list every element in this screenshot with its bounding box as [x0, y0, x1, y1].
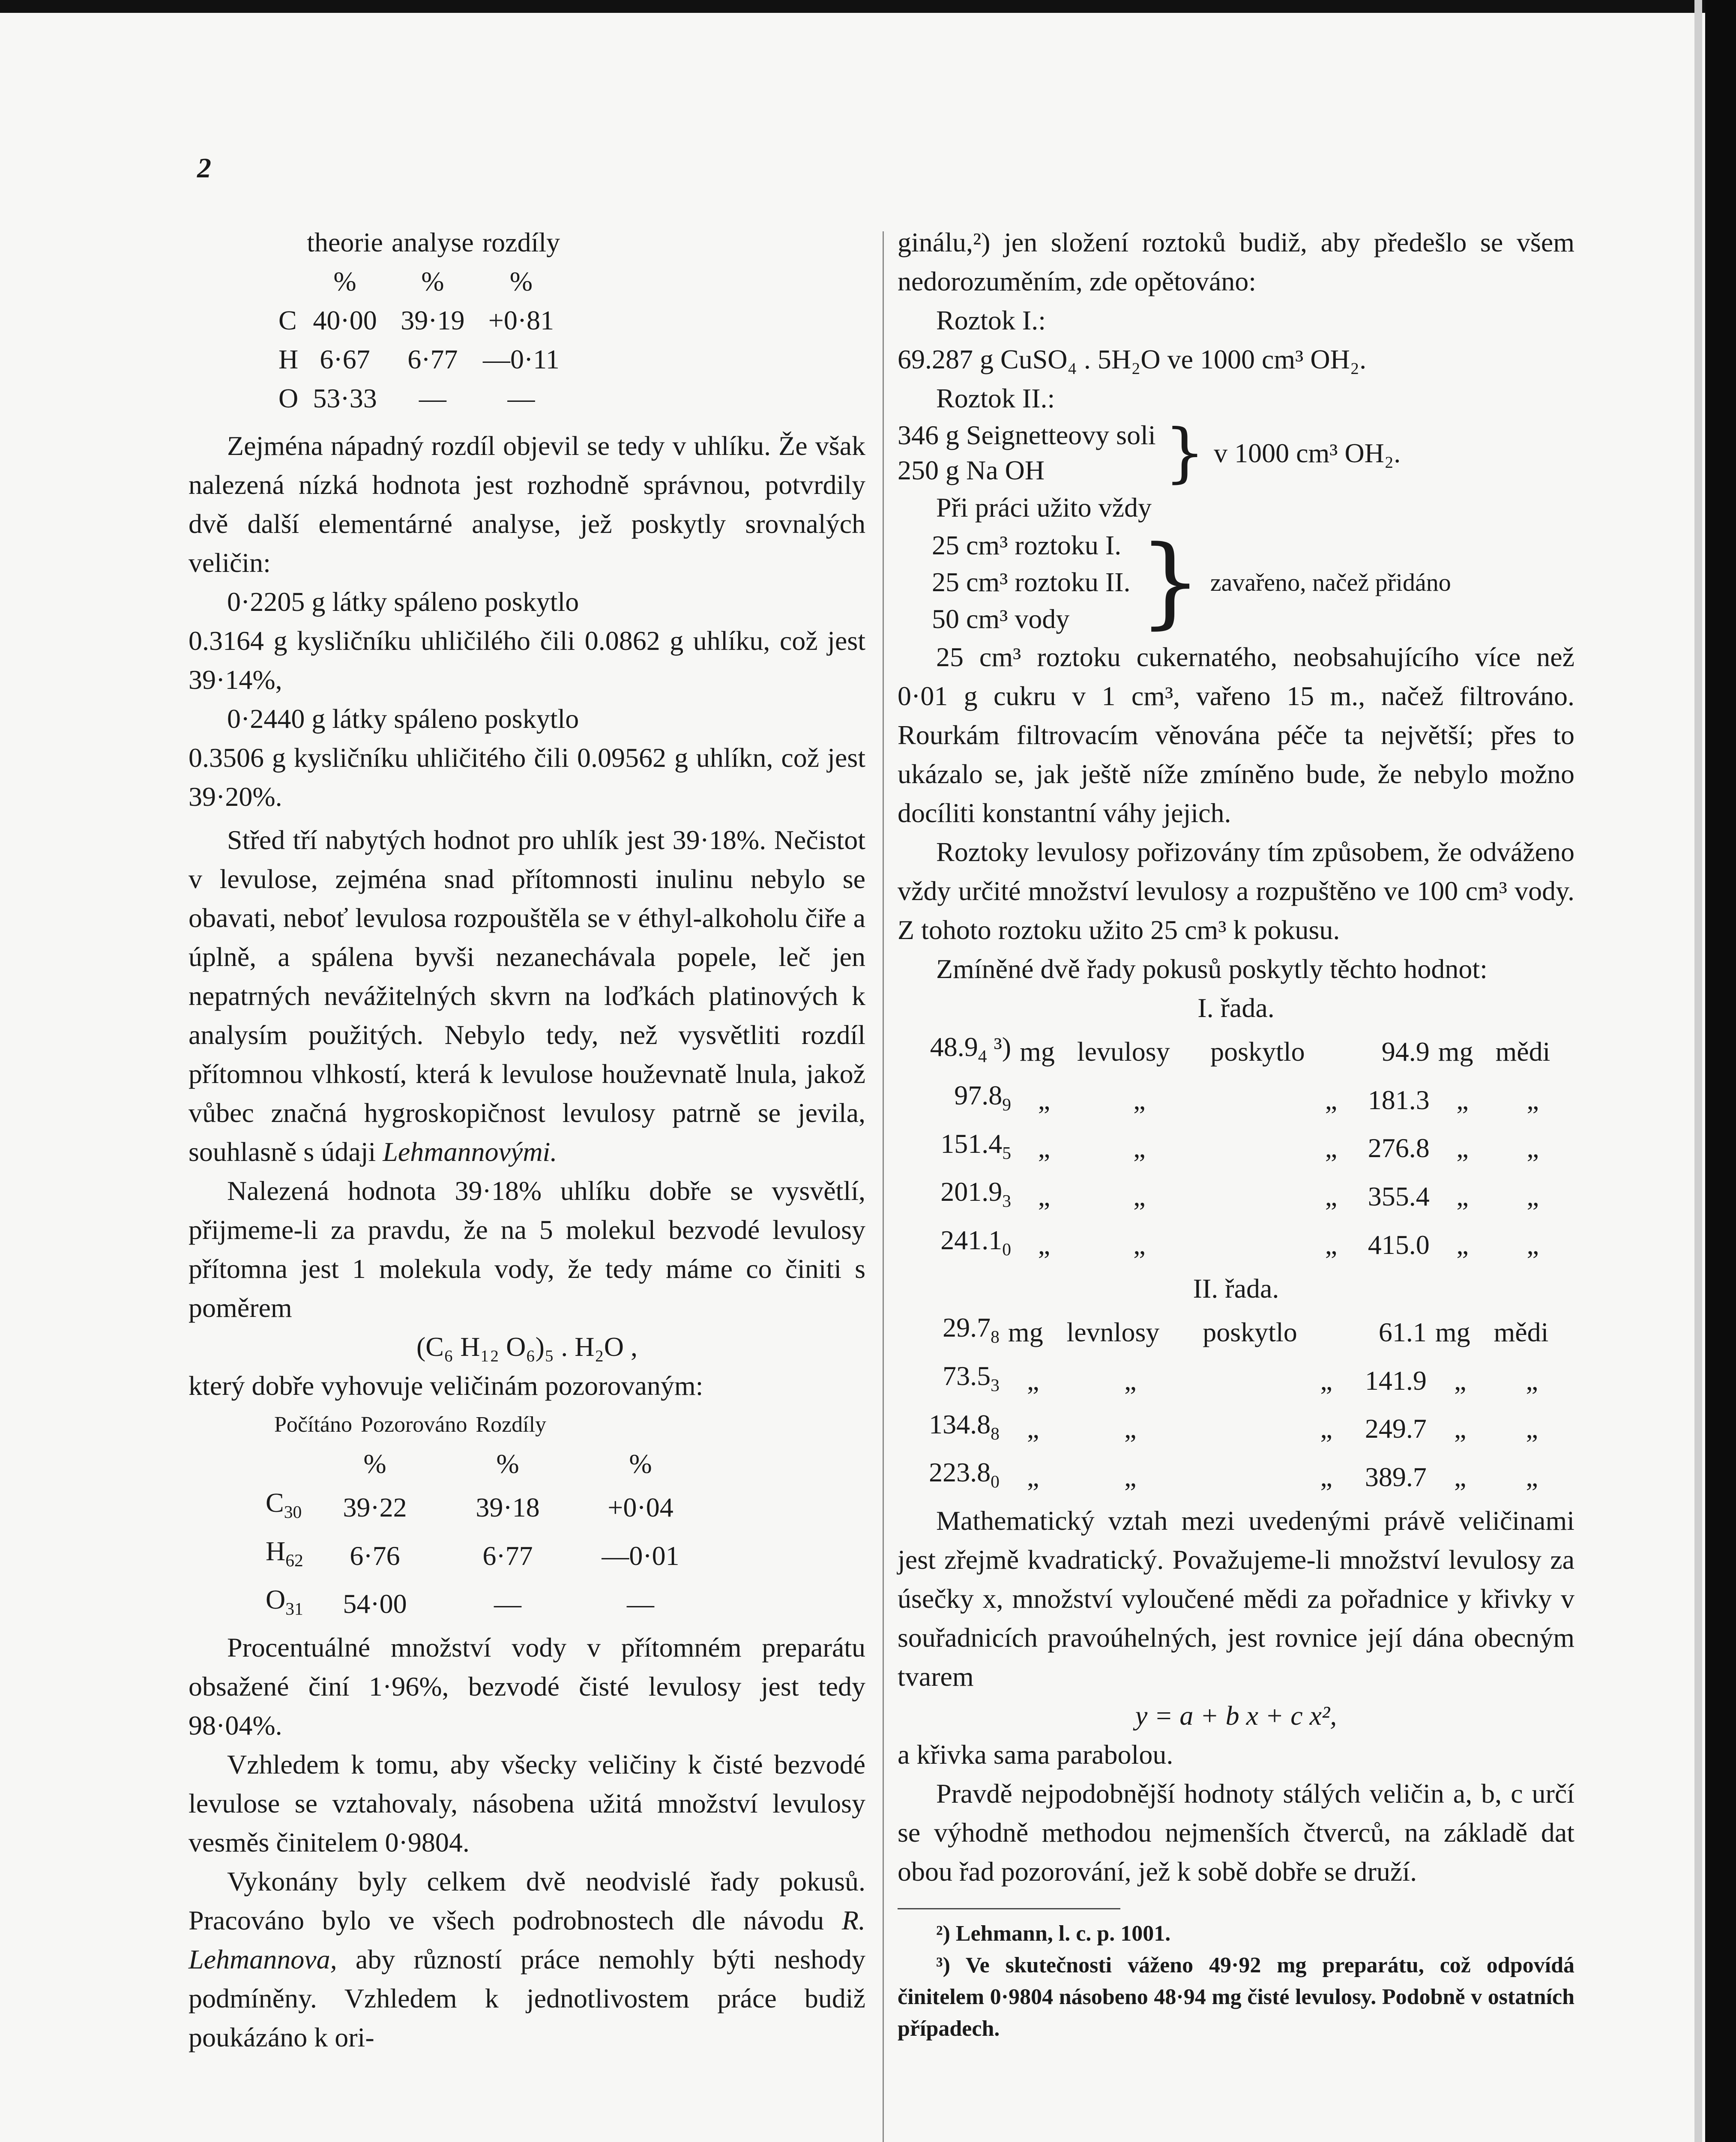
subscript: 0: [991, 1472, 1000, 1492]
ditto-mark: „: [1124, 1413, 1137, 1444]
right-column: [898, 223, 1574, 2045]
value: 276.8: [1368, 1133, 1430, 1164]
value: 29.7: [943, 1312, 991, 1343]
element: H: [266, 1535, 286, 1566]
subscript: 0: [1002, 1239, 1012, 1259]
table-row: [898, 1027, 1574, 1076]
subscript: 62: [285, 1550, 303, 1570]
paragraph: Při práci užito vždy: [936, 492, 1152, 523]
value: —: [419, 383, 446, 413]
footnote-rule: [898, 1908, 1120, 1909]
mixture-line: 25 cm³ roztoku II.: [932, 567, 1131, 597]
author-name: R. Lehmannova,: [189, 1905, 866, 1975]
brace-icon: }: [1139, 525, 1202, 639]
paragraph: Pravdě nejpodobnější hodnoty stálých veličin a, b, c určí se výhodně methodou nejmenších čtverců, na základě dat obou řad pozorování, jež k sobě dobře se druží.: [898, 1778, 1574, 1887]
ditto-mark: „: [1133, 1133, 1146, 1164]
table-row: [898, 1124, 1574, 1173]
subscript: 8: [991, 1423, 1000, 1443]
table-row: [898, 1308, 1574, 1356]
unit: %: [421, 266, 444, 296]
value: 249.7: [1365, 1413, 1427, 1444]
ditto-mark: „: [1124, 1462, 1137, 1493]
subscript: 4: [978, 1046, 987, 1066]
unit: mg: [1008, 1316, 1043, 1347]
element: C: [278, 305, 297, 335]
value: 39·22: [343, 1492, 407, 1523]
value: 40·00: [313, 305, 377, 335]
ditto-mark: „: [1027, 1365, 1039, 1396]
mixture: [928, 527, 1455, 637]
ditto-mark: „: [1526, 1133, 1539, 1164]
ditto-mark: „: [1526, 1462, 1538, 1493]
table-row: [274, 379, 564, 418]
value: 48.9: [930, 1032, 978, 1062]
subscript: 30: [284, 1502, 302, 1522]
ditto-mark: „: [1325, 1133, 1338, 1164]
value: 94.9: [1381, 1036, 1430, 1067]
value: 39·18: [476, 1492, 540, 1523]
label: mědi: [1495, 1036, 1550, 1067]
header-analyse: analyse: [391, 227, 474, 257]
value: 73.5: [943, 1360, 991, 1391]
value: 6·77: [407, 344, 458, 374]
paragraph: Zejména nápadný rozdíl objevil se tedy v uhlíku. Že však nalezená nízká hodnota jest rozhodně správnou, potvrdily dvě další elementárné analyse, jež poskytly srovnalých veličin:: [189, 431, 865, 578]
value: +0·04: [608, 1492, 673, 1523]
header-theorie: theorie: [307, 227, 383, 257]
unit: %: [629, 1448, 652, 1479]
value: +0·81: [488, 305, 554, 335]
ditto-mark: „: [1320, 1462, 1332, 1493]
label: levnlosy: [1066, 1316, 1160, 1347]
table-row: [261, 1580, 698, 1628]
paragraph: Zmíněné dvě řady pokusů poskytly těchto hodnot:: [936, 954, 1488, 984]
value: 223.8: [929, 1457, 991, 1488]
composition-table: [274, 223, 564, 418]
ditto-mark: „: [1325, 1181, 1338, 1212]
value: 6·67: [320, 344, 370, 374]
element: H: [278, 344, 299, 374]
scan-right-border: [1705, 0, 1736, 2142]
measurement-line: 0.3506 g kysličníku uhličitého čili 0.09562 g uhlíkn, což jest 39·20%.: [189, 742, 865, 812]
header-pocitano: Počítáno: [274, 1412, 352, 1437]
paragraph: ginálu,²) jen složení roztoků budiž, aby předešlo se všem nedorozuměním, zde opětováno:: [898, 227, 1574, 296]
header-pozorovano: Pozorováno: [360, 1412, 467, 1437]
value: 151.4: [940, 1128, 1003, 1159]
element: C: [266, 1487, 284, 1518]
footnote-ref: ³): [994, 1032, 1012, 1062]
table-row: [898, 1405, 1574, 1453]
value: —: [627, 1589, 654, 1619]
value: 141.9: [1365, 1365, 1427, 1396]
element: O: [266, 1584, 286, 1615]
unit: %: [333, 266, 356, 296]
mixture-text: zavařeno, načež přidáno: [1210, 568, 1451, 596]
ditto-mark: „: [1133, 1084, 1146, 1115]
calculated-vs-observed-values: [261, 1444, 698, 1628]
measurement-line: 0·2205 g látky spáleno poskytlo: [227, 586, 579, 617]
ditto-mark: „: [1320, 1365, 1332, 1396]
label: levulosy: [1077, 1036, 1170, 1067]
unit: mg: [1435, 1316, 1470, 1347]
ditto-mark: „: [1320, 1413, 1332, 1444]
subscript: 9: [1002, 1094, 1012, 1114]
ditto-mark: „: [1526, 1181, 1539, 1212]
subscript: 3: [1002, 1191, 1012, 1211]
solution-text: 69.287 g CuSO₄ . 5H₂O ve 1000 cm³ OH₂.: [898, 344, 1367, 374]
formula: (C₆ H₁₂ O₆)₅ . H₂O ,: [416, 1331, 638, 1362]
paragraph: Roztoky levulosy pořizovány tím způsobem, že odváženo vždy určité množství levulosy a rozpuštěno ve 100 cm³ vody. Z tohoto roztoku užito 25 cm³ k pokusu.: [898, 837, 1574, 945]
table-row: [898, 1172, 1574, 1221]
left-column: [189, 223, 865, 2057]
solution-text: v 1000 cm³ OH₂.: [1214, 437, 1401, 468]
paragraph: Vzhledem k tomu, aby všecky veličiny k čisté bezvodé levulose se vztahovaly, násobena užitá množství levulosy vesměs činitelem 0·9804.: [189, 1749, 865, 1858]
solution-line: 250 g Na OH: [898, 455, 1045, 485]
value: 61.1: [1378, 1316, 1427, 1347]
column-divider: [883, 231, 884, 2142]
table-row: [261, 1532, 698, 1580]
ditto-mark: „: [1038, 1084, 1051, 1115]
ditto-mark: „: [1325, 1230, 1338, 1260]
ditto-mark: „: [1526, 1230, 1539, 1260]
ditto-mark: „: [1456, 1230, 1469, 1260]
paragraph: 25 cm³ roztoku cukernatého, neobsahujícího více než 0·01 g cukru v 1 cm³, vařeno 15 m., načež filtrováno. Rourkám filtrovacím věnována péče ta největší; přes to ukázalo se, jak ještě níže zmíněno bude, že nebylo možno docíliti konstantní váhy jejich.: [898, 642, 1574, 828]
label: poskytlo: [1203, 1316, 1297, 1347]
value: —0·11: [482, 344, 560, 374]
scan-right-edge: [1694, 0, 1702, 2142]
value: —: [507, 383, 535, 413]
value: 97.8: [954, 1080, 1003, 1110]
solution-label: Roztok I.:: [936, 305, 1046, 335]
ditto-mark: „: [1133, 1230, 1146, 1260]
value: 389.7: [1365, 1462, 1427, 1493]
paragraph: a křivka sama parabolou.: [898, 1739, 1173, 1770]
unit: mg: [1020, 1036, 1055, 1067]
value: 6·77: [482, 1540, 533, 1571]
series-title: II. řada.: [1193, 1273, 1279, 1304]
ditto-mark: „: [1526, 1413, 1538, 1444]
brace-icon: }: [1164, 416, 1206, 490]
value: —0·01: [602, 1540, 679, 1571]
value: 241.1: [940, 1225, 1003, 1256]
mixture-line: 25 cm³ roztoku I.: [932, 530, 1122, 560]
ditto-mark: „: [1454, 1413, 1467, 1444]
solution-line: 346 g Seignetteovy soli: [898, 420, 1156, 450]
header-rozdily: rozdíly: [482, 227, 560, 257]
ditto-mark: „: [1456, 1133, 1469, 1164]
subscript: 31: [285, 1598, 303, 1618]
paragraph: Procentuálné množství vody v přítomném preparátu obsažené činí 1·96%, bezvodé čisté levulosy jest tedy 98·04%.: [189, 1632, 865, 1741]
unit: %: [363, 1448, 386, 1479]
solution-label: Roztok II.:: [936, 383, 1055, 413]
ditto-mark: „: [1456, 1084, 1469, 1115]
ditto-mark: „: [1456, 1181, 1469, 1212]
paragraph-text: aby růzností práce nemohly býti neshody podmíněny. Vzhledem k jednotlivostem práce budiž poukázáno k ori-: [189, 1944, 865, 2053]
paragraph-text: Vykonány byly celkem dvě neodvislé řady pokusů. Pracováno bylo ve všech podrobnostech dle návodu: [189, 1866, 865, 1936]
value: 201.9: [940, 1176, 1003, 1207]
measurement-line: 0·2440 g látky spáleno poskytlo: [227, 703, 579, 734]
table-row: [274, 301, 564, 340]
paragraph: který dobře vyhovuje veličinám pozorovaným:: [189, 1370, 703, 1401]
measurement-line: 0.3164 g kysličníku uhličilého čili 0.0862 g uhlíku, což jest 39·14%,: [189, 625, 865, 695]
label: poskytlo: [1210, 1036, 1305, 1067]
author-name: Lehmannovými.: [383, 1137, 557, 1167]
value: 415.0: [1368, 1230, 1430, 1260]
ditto-mark: „: [1133, 1181, 1146, 1212]
table-row: [274, 340, 564, 379]
mixture-line: 50 cm³ vody: [932, 604, 1070, 634]
ditto-mark: „: [1038, 1133, 1051, 1164]
ditto-mark: „: [1027, 1462, 1039, 1493]
table-row: [261, 1483, 698, 1532]
calculated-vs-observed-table: [261, 1405, 551, 1444]
paragraph: Nalezená hodnota 39·18% uhlíku dobře se vysvětlí, přijmeme-li za pravdu, že na 5 molekul bezvodé levulosy přítomna jest 1 molekula vody, že tedy máme co činiti s poměrem: [189, 1176, 865, 1323]
table-row: [898, 1453, 1574, 1501]
footnote: ³) Ve skutečnosti váženo 49·92 mg preparátu, což odpovídá činitelem 0·9804 násobeno 48·94 mg čisté levulosy. Podobně v ostatních případech.: [898, 1953, 1574, 2041]
header-rozdily: Rozdíly: [476, 1412, 547, 1437]
subscript: 3: [991, 1375, 1000, 1395]
ditto-mark: „: [1124, 1365, 1137, 1396]
ditto-mark: „: [1027, 1413, 1039, 1444]
ditto-mark: „: [1526, 1084, 1539, 1115]
ditto-mark: „: [1454, 1462, 1467, 1493]
unit: mg: [1438, 1036, 1473, 1067]
series-two-table: [898, 1308, 1574, 1501]
series-one-table: [898, 1027, 1574, 1269]
solution-two: [893, 418, 1405, 488]
element: O: [278, 383, 299, 413]
page-number: 2: [197, 153, 211, 184]
value: 355.4: [1368, 1181, 1430, 1212]
subscript: 8: [991, 1326, 1000, 1346]
ditto-mark: „: [1325, 1084, 1338, 1115]
equation: y = a + b x + c x²,: [1135, 1700, 1337, 1731]
ditto-mark: „: [1038, 1181, 1051, 1212]
ditto-mark: „: [1454, 1365, 1467, 1396]
value: 181.3: [1368, 1084, 1430, 1115]
paragraph: Mathematický vztah mezi uvedenými právě veličinami jest zřejmě kvadratický. Považujeme-li množství levulosy za úsečky x, množství vyloučené mědi za pořadnice y křivky v souřadnicích pravoúhelných, jest rovnice její dána obecným tvarem: [898, 1505, 1574, 1692]
table-row: [898, 1356, 1574, 1405]
value: 53·33: [313, 383, 377, 413]
unit: %: [509, 266, 533, 296]
table-row: [898, 1076, 1574, 1124]
table-row: [898, 1221, 1574, 1269]
value: 6·76: [350, 1540, 400, 1571]
value: —: [494, 1589, 521, 1619]
unit: %: [496, 1448, 519, 1479]
paragraph: [189, 820, 865, 1171]
paragraph-text: Střed tří nabytých hodnot pro uhlík jest 39·18%. Nečistot v levulose, zejména snad přítomnosti inulinu nebylo se obavati, neboť levulosa rozpouštěla se v éthyl-alkoholu čiře a úplně, a spálena byvši nezanechávala popele, leč jen nepatrných nevážitelných skvrn na loďkách platinových k analysím použitých. Nebylo tedy, než vysvětliti rozdíl přítomnou vlhkostí, která k levulose houževnatě lnula, jakož vůbec značná hygroskopičnost levulosy patrně se jevila, souhlasně s údaji: [189, 825, 865, 1167]
footnote: ²) Lehmann, l. c. p. 1001.: [936, 1921, 1171, 1946]
scan-top-border: [0, 0, 1736, 13]
value: 134.8: [929, 1409, 991, 1439]
subscript: 5: [1002, 1143, 1012, 1163]
value: 54·00: [343, 1589, 407, 1619]
ditto-mark: „: [1038, 1230, 1051, 1260]
paragraph: [189, 1862, 865, 2057]
label: mědi: [1494, 1316, 1549, 1347]
value: 39·19: [401, 305, 465, 335]
ditto-mark: „: [1526, 1365, 1538, 1396]
series-title: I. řada.: [1197, 993, 1275, 1023]
